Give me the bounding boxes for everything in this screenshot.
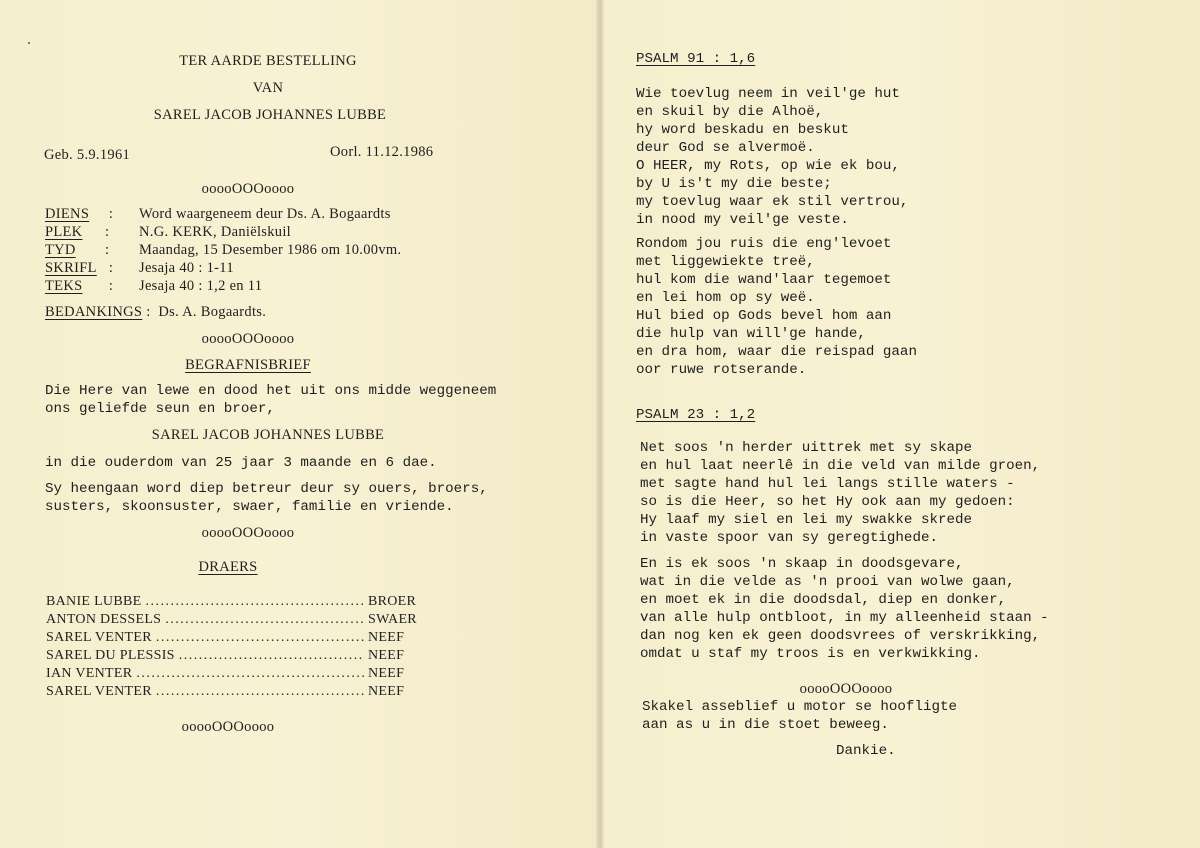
bearer-name: SAREL VENTER xyxy=(46,684,152,699)
verse-line: O HEER, my Rots, op wie ek bou, xyxy=(636,158,900,174)
psalm23-verse-1 xyxy=(640,440,1040,548)
detail-label: PLEK xyxy=(45,224,83,240)
thanks-label: BEDANKINGS xyxy=(45,304,143,320)
verse-line: oor ruwe rotserande. xyxy=(636,362,807,378)
separator-1: ooooOOOoooo xyxy=(201,181,295,197)
thanks-row xyxy=(45,303,266,321)
verse-line: Hul bied op Gods bevel hom aan xyxy=(636,308,892,324)
bearer-relation: NEEF xyxy=(368,630,405,645)
dot-leader xyxy=(179,648,364,664)
letter-deceased-name: SAREL JACOB JOHANNES LUBBE xyxy=(151,427,385,443)
service-details xyxy=(45,206,401,296)
mourning-line-1: Sy heengaan word diep betreur deur sy ouers, broers, xyxy=(45,481,488,497)
page-fold xyxy=(596,0,604,848)
dot-leader xyxy=(145,594,364,610)
detail-row-place xyxy=(45,224,401,242)
bearer-relation: NEEF xyxy=(368,666,405,681)
detail-label: SKRIFL xyxy=(45,260,97,276)
letter-age: in die ouderdom van 25 jaar 3 maande en 6 dae. xyxy=(45,455,437,471)
bearer-row xyxy=(46,612,417,630)
dot-leader xyxy=(156,684,364,700)
bearer-relation: SWAER xyxy=(368,612,417,627)
verse-line: die hulp van will'ge hande, xyxy=(636,326,866,342)
psalm23-heading: PSALM 23 : 1,2 xyxy=(636,407,756,423)
dot-leader xyxy=(156,630,364,646)
detail-sep: : xyxy=(105,242,110,258)
title-line-1: TER AARDE BESTELLING xyxy=(179,53,357,69)
verse-line: my toevlug waar ek stil vertrou, xyxy=(636,194,909,210)
bearer-name: ANTON DESSELS xyxy=(46,612,162,627)
detail-row-time xyxy=(45,242,401,260)
verse-line: in vaste spoor van sy geregtighede. xyxy=(640,530,938,546)
verse-line: wat in die velde as 'n prooi van wolwe gaan, xyxy=(640,574,1015,590)
detail-value: Word waargeneem deur Ds. A. Bogaardts xyxy=(139,206,391,222)
bearer-name: SAREL VENTER xyxy=(46,630,152,645)
separator-right: ooooOOOoooo xyxy=(799,681,893,697)
bearer-relation: BROER xyxy=(368,594,417,609)
bearer-row xyxy=(46,594,417,612)
bearer-relation: NEEF xyxy=(368,648,405,663)
verse-line: Net soos 'n herder uittrek met sy skape xyxy=(640,440,973,456)
verse-line: Hy laaf my siel en lei my swakke skrede xyxy=(640,512,973,528)
bearer-row xyxy=(46,666,412,684)
verse-line: en moet ek in die doodsdal, diep en donker, xyxy=(640,592,1007,608)
detail-row-text xyxy=(45,278,401,296)
detail-sep: : xyxy=(105,206,114,222)
title-line-2: VAN xyxy=(252,80,284,96)
bearers-heading: DRAERS xyxy=(198,559,258,575)
dot-leader xyxy=(165,612,364,628)
detail-sep: : xyxy=(105,224,110,240)
letter-heading: BEGRAFNISBRIEF xyxy=(185,357,311,373)
deceased-name: SAREL JACOB JOHANNES LUBBE xyxy=(153,107,387,123)
verse-line: omdat u staf my troos is en verkwikking. xyxy=(640,646,981,662)
detail-row-scripture xyxy=(45,260,401,278)
mourning-line-2: susters, skoonsuster, swaer, familie en vriende. xyxy=(45,499,454,515)
verse-line: met sagte hand hul lei langs stille waters - xyxy=(640,476,1015,492)
psalm23-verse-2 xyxy=(640,556,1049,664)
verse-line: en lei hom op sy weë. xyxy=(636,290,815,306)
separator-2: ooooOOOoooo xyxy=(201,331,295,347)
paper-speck xyxy=(28,42,30,44)
verse-line: by U is't my die beste; xyxy=(636,176,832,192)
psalm91-verse-2 xyxy=(636,236,917,380)
verse-line: Wie toevlug neem in veil'ge hut xyxy=(636,86,900,102)
verse-line: en skuil by die Alhoë, xyxy=(636,104,824,120)
detail-row-service xyxy=(45,206,401,224)
verse-line: deur God se alvermoë. xyxy=(636,140,815,156)
birth-date: Geb. 5.9.1961 xyxy=(44,147,131,163)
detail-value: Jesaja 40 : 1,2 en 11 xyxy=(139,278,263,294)
left-page xyxy=(0,0,598,848)
closing-line-2: aan as u in die stoet beweeg. xyxy=(642,717,889,733)
bearer-row xyxy=(46,684,412,702)
verse-line: van alle hulp ontbloot, in my alleenheid staan - xyxy=(640,610,1049,626)
detail-value: Maandag, 15 Desember 1986 om 10.00vm. xyxy=(139,242,402,258)
bearer-name: IAN VENTER xyxy=(46,666,133,681)
detail-label: TEKS xyxy=(45,278,83,294)
thank-you: Dankie. xyxy=(836,743,896,759)
verse-line: in nood my veil'ge veste. xyxy=(636,212,849,228)
psalm91-verse-1 xyxy=(636,86,908,230)
letter-line-2: ons geliefde seun en broer, xyxy=(45,401,275,417)
bearer-row xyxy=(46,630,412,648)
verse-line: hy word beskadu en beskut xyxy=(636,122,849,138)
separator-4: ooooOOOoooo xyxy=(181,719,275,735)
detail-label: TYD xyxy=(45,242,76,258)
dot-leader xyxy=(136,666,364,682)
closing-line-1: Skakel asseblief u motor se hoofligte xyxy=(642,699,958,715)
verse-line: En is ek soos 'n skaap in doodsgevare, xyxy=(640,556,964,572)
bearer-name: SAREL DU PLESSIS xyxy=(46,648,175,663)
detail-sep: : xyxy=(105,278,114,294)
detail-value: Jesaja 40 : 1-11 xyxy=(139,260,234,276)
psalm91-heading: PSALM 91 : 1,6 xyxy=(636,51,756,67)
thanks-value: : Ds. A. Bogaardts. xyxy=(146,304,267,320)
verse-line: dan nog ken ek geen doodsvrees of verskrikking, xyxy=(640,628,1041,644)
bearer-name: BANIE LUBBE xyxy=(46,594,142,609)
death-date: Oorl. 11.12.1986 xyxy=(330,144,434,160)
detail-value: N.G. KERK, Daniëlskuil xyxy=(139,224,291,240)
detail-sep: : xyxy=(105,260,114,276)
detail-label: DIENS xyxy=(45,206,90,222)
bearers-list xyxy=(46,594,417,702)
bearer-row xyxy=(46,648,412,666)
verse-line: met liggewiekte treë, xyxy=(636,254,815,270)
verse-line: so is die Heer, so het Hy ook aan my gedoen: xyxy=(640,494,1015,510)
separator-3: ooooOOOoooo xyxy=(201,525,295,541)
verse-line: Rondom jou ruis die eng'levoet xyxy=(636,236,892,252)
verse-line: en dra hom, waar die reispad gaan xyxy=(636,344,917,360)
verse-line: en hul laat neerlê in die veld van milde groen, xyxy=(640,458,1041,474)
letter-line-1: Die Here van lewe en dood het uit ons midde weggeneem xyxy=(45,383,497,399)
bearer-relation: NEEF xyxy=(368,684,405,699)
verse-line: hul kom die wand'laar tegemoet xyxy=(636,272,892,288)
